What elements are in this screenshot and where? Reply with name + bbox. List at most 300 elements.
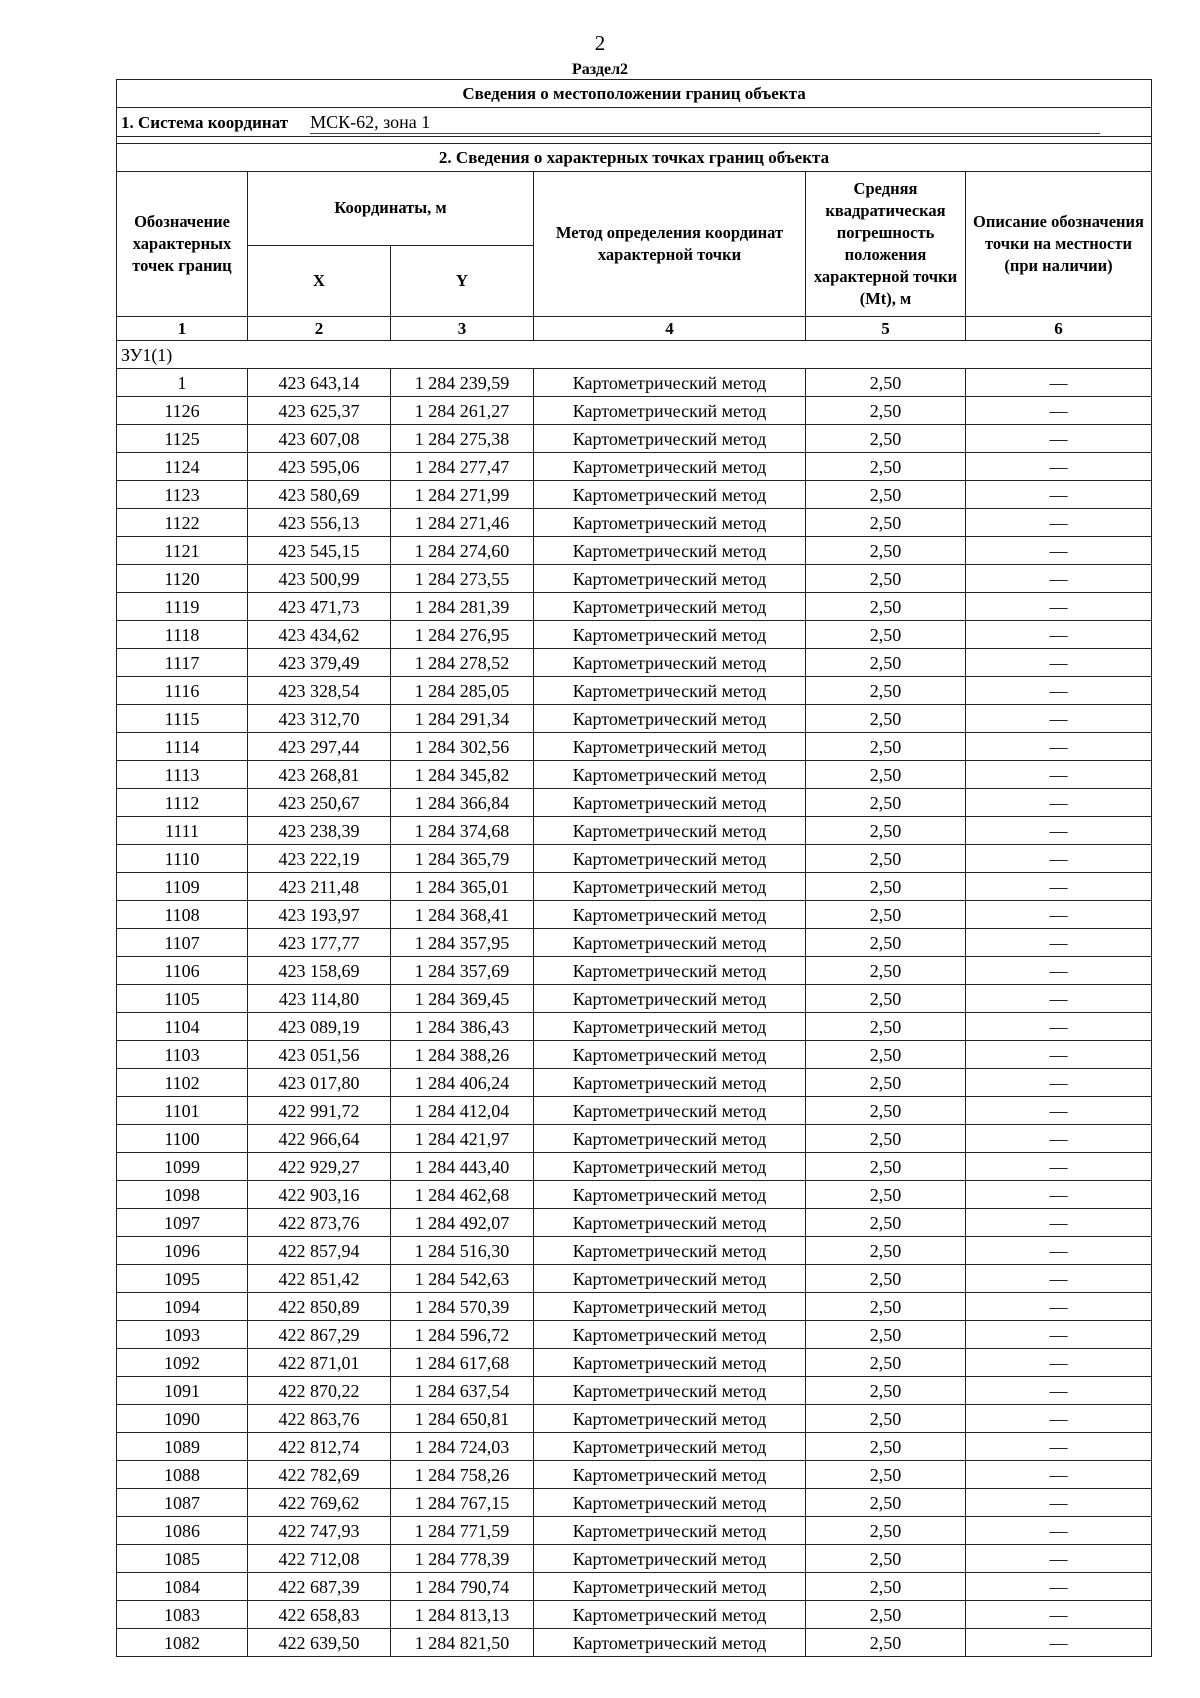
- table-row: [117, 1181, 1152, 1209]
- method: Картометрический метод: [534, 1377, 806, 1405]
- y-coordinate: 1 284 492,07: [391, 1209, 534, 1237]
- method: Картометрический метод: [534, 1013, 806, 1041]
- mean-error: 2,50: [806, 1517, 966, 1545]
- mean-error: 2,50: [806, 1153, 966, 1181]
- y-coordinate: 1 284 570,39: [391, 1293, 534, 1321]
- point-id: 1: [117, 369, 248, 397]
- point-description: —: [966, 957, 1152, 985]
- point-id: 1104: [117, 1013, 248, 1041]
- table-row: [117, 621, 1152, 649]
- x-coordinate: 423 379,49: [248, 649, 391, 677]
- mean-error: 2,50: [806, 1377, 966, 1405]
- mean-error: 2,50: [806, 1629, 966, 1657]
- method: Картометрический метод: [534, 677, 806, 705]
- point-id: 1090: [117, 1405, 248, 1433]
- x-coordinate: 423 643,14: [248, 369, 391, 397]
- method: Картометрический метод: [534, 1461, 806, 1489]
- y-coordinate: 1 284 302,56: [391, 733, 534, 761]
- x-coordinate: 423 193,97: [248, 901, 391, 929]
- x-coordinate: 423 268,81: [248, 761, 391, 789]
- x-coordinate: 423 471,73: [248, 593, 391, 621]
- y-coordinate: 1 284 291,34: [391, 705, 534, 733]
- point-id: 1084: [117, 1573, 248, 1601]
- table-row: [117, 1153, 1152, 1181]
- y-coordinate: 1 284 758,26: [391, 1461, 534, 1489]
- method: Картометрический метод: [534, 1573, 806, 1601]
- table-row: [117, 733, 1152, 761]
- method: Картометрический метод: [534, 1041, 806, 1069]
- y-coordinate: 1 284 357,95: [391, 929, 534, 957]
- y-coordinate: 1 284 276,95: [391, 621, 534, 649]
- table-row: [117, 677, 1152, 705]
- point-description: —: [966, 929, 1152, 957]
- mean-error: 2,50: [806, 1209, 966, 1237]
- method: Картометрический метод: [534, 1405, 806, 1433]
- header-method: Метод определения координат характерной точки: [534, 172, 806, 317]
- y-coordinate: 1 284 274,60: [391, 537, 534, 565]
- point-id: 1123: [117, 481, 248, 509]
- table-row: [117, 1069, 1152, 1097]
- point-description: —: [966, 1181, 1152, 1209]
- method: Картометрический метод: [534, 1069, 806, 1097]
- mean-error: 2,50: [806, 1041, 966, 1069]
- point-id: 1086: [117, 1517, 248, 1545]
- y-coordinate: 1 284 365,79: [391, 845, 534, 873]
- y-coordinate: 1 284 275,38: [391, 425, 534, 453]
- method: Картометрический метод: [534, 1097, 806, 1125]
- point-id: 1089: [117, 1433, 248, 1461]
- method: Картометрический метод: [534, 369, 806, 397]
- x-coordinate: 423 545,15: [248, 537, 391, 565]
- group-label: ЗУ1(1): [117, 341, 1152, 369]
- point-description: —: [966, 1517, 1152, 1545]
- point-id: 1107: [117, 929, 248, 957]
- method: Картометрический метод: [534, 537, 806, 565]
- point-description: —: [966, 817, 1152, 845]
- method: Картометрический метод: [534, 1293, 806, 1321]
- x-coordinate: 423 297,44: [248, 733, 391, 761]
- method: Картометрический метод: [534, 1629, 806, 1657]
- x-coordinate: 422 782,69: [248, 1461, 391, 1489]
- column-number: 1: [117, 317, 248, 341]
- x-coordinate: 422 991,72: [248, 1097, 391, 1125]
- table-row: [117, 1265, 1152, 1293]
- point-id: 1124: [117, 453, 248, 481]
- table-row: [117, 985, 1152, 1013]
- header-y: Y: [391, 245, 534, 317]
- point-id: 1109: [117, 873, 248, 901]
- point-description: —: [966, 1405, 1152, 1433]
- y-coordinate: 1 284 443,40: [391, 1153, 534, 1181]
- column-number: 5: [806, 317, 966, 341]
- y-coordinate: 1 284 650,81: [391, 1405, 534, 1433]
- y-coordinate: 1 284 412,04: [391, 1097, 534, 1125]
- mean-error: 2,50: [806, 1265, 966, 1293]
- point-id: 1083: [117, 1601, 248, 1629]
- column-number: 3: [391, 317, 534, 341]
- x-coordinate: 423 250,67: [248, 789, 391, 817]
- point-description: —: [966, 649, 1152, 677]
- point-description: —: [966, 1349, 1152, 1377]
- method: Картометрический метод: [534, 1265, 806, 1293]
- method: Картометрический метод: [534, 397, 806, 425]
- x-coordinate: 423 580,69: [248, 481, 391, 509]
- point-id: 1118: [117, 621, 248, 649]
- y-coordinate: 1 284 261,27: [391, 397, 534, 425]
- x-coordinate: 422 863,76: [248, 1405, 391, 1433]
- column-numbers-row: [117, 317, 1152, 341]
- method: Картометрический метод: [534, 1349, 806, 1377]
- mean-error: 2,50: [806, 901, 966, 929]
- x-coordinate: 423 089,19: [248, 1013, 391, 1041]
- x-coordinate: 423 500,99: [248, 565, 391, 593]
- y-coordinate: 1 284 366,84: [391, 789, 534, 817]
- point-description: —: [966, 1153, 1152, 1181]
- y-coordinate: 1 284 596,72: [391, 1321, 534, 1349]
- point-description: —: [966, 1601, 1152, 1629]
- mean-error: 2,50: [806, 1237, 966, 1265]
- method: Картометрический метод: [534, 593, 806, 621]
- mean-error: 2,50: [806, 369, 966, 397]
- point-description: —: [966, 453, 1152, 481]
- point-id: 1113: [117, 761, 248, 789]
- point-description: —: [966, 1069, 1152, 1097]
- point-id: 1094: [117, 1293, 248, 1321]
- mean-error: 2,50: [806, 1293, 966, 1321]
- mean-error: 2,50: [806, 565, 966, 593]
- mean-error: 2,50: [806, 985, 966, 1013]
- x-coordinate: 423 607,08: [248, 425, 391, 453]
- mean-error: 2,50: [806, 761, 966, 789]
- point-description: —: [966, 845, 1152, 873]
- point-id: 1115: [117, 705, 248, 733]
- table-row: [117, 1545, 1152, 1573]
- x-coordinate: 423 051,56: [248, 1041, 391, 1069]
- x-coordinate: 422 769,62: [248, 1489, 391, 1517]
- point-id: 1108: [117, 901, 248, 929]
- y-coordinate: 1 284 386,43: [391, 1013, 534, 1041]
- table-row: [117, 1349, 1152, 1377]
- method: Картометрический метод: [534, 1237, 806, 1265]
- section-title: Раздел2: [571, 61, 629, 78]
- point-id: 1110: [117, 845, 248, 873]
- x-coordinate: 423 158,69: [248, 957, 391, 985]
- y-coordinate: 1 284 516,30: [391, 1237, 534, 1265]
- x-coordinate: 423 556,13: [248, 509, 391, 537]
- y-coordinate: 1 284 813,13: [391, 1601, 534, 1629]
- point-id: 1117: [117, 649, 248, 677]
- point-description: —: [966, 789, 1152, 817]
- point-description: —: [966, 1097, 1152, 1125]
- method: Картометрический метод: [534, 1321, 806, 1349]
- x-coordinate: 422 639,50: [248, 1629, 391, 1657]
- y-coordinate: 1 284 617,68: [391, 1349, 534, 1377]
- x-coordinate: 423 238,39: [248, 817, 391, 845]
- point-id: 1105: [117, 985, 248, 1013]
- point-description: —: [966, 761, 1152, 789]
- mean-error: 2,50: [806, 1545, 966, 1573]
- table-row: [117, 1125, 1152, 1153]
- mean-error: 2,50: [806, 845, 966, 873]
- table-row: [117, 397, 1152, 425]
- table-row: [117, 1601, 1152, 1629]
- x-coordinate: 422 873,76: [248, 1209, 391, 1237]
- coordinate-system-value: МСК-62, зона 1: [310, 111, 1100, 134]
- x-coordinate: 422 747,93: [248, 1517, 391, 1545]
- mean-error: 2,50: [806, 1433, 966, 1461]
- y-coordinate: 1 284 271,46: [391, 509, 534, 537]
- y-coordinate: 1 284 778,39: [391, 1545, 534, 1573]
- method: Картометрический метод: [534, 1601, 806, 1629]
- mean-error: 2,50: [806, 453, 966, 481]
- table-row: [117, 1209, 1152, 1237]
- table-row: [117, 1573, 1152, 1601]
- point-description: —: [966, 1209, 1152, 1237]
- point-description: —: [966, 1489, 1152, 1517]
- point-id: 1122: [117, 509, 248, 537]
- table-row: [117, 929, 1152, 957]
- mean-error: 2,50: [806, 1405, 966, 1433]
- table-row: [117, 1629, 1152, 1657]
- point-description: —: [966, 537, 1152, 565]
- table-title-row: [117, 80, 1152, 108]
- x-coordinate: 422 812,74: [248, 1433, 391, 1461]
- point-description: —: [966, 1433, 1152, 1461]
- table-row: [117, 1013, 1152, 1041]
- table-row: [117, 1489, 1152, 1517]
- header-point-designation: Обозначение характерных точек границ: [117, 172, 248, 317]
- mean-error: 2,50: [806, 1097, 966, 1125]
- table-row: [117, 705, 1152, 733]
- point-id: 1125: [117, 425, 248, 453]
- method: Картометрический метод: [534, 649, 806, 677]
- page-number: 2: [594, 31, 606, 55]
- column-number: 2: [248, 317, 391, 341]
- point-id: 1095: [117, 1265, 248, 1293]
- point-id: 1101: [117, 1097, 248, 1125]
- point-id: 1082: [117, 1629, 248, 1657]
- method: Картометрический метод: [534, 481, 806, 509]
- point-id: 1099: [117, 1153, 248, 1181]
- point-id: 1097: [117, 1209, 248, 1237]
- table-title: Сведения о местоположении границ объекта: [117, 80, 1152, 108]
- y-coordinate: 1 284 345,82: [391, 761, 534, 789]
- mean-error: 2,50: [806, 537, 966, 565]
- point-description: —: [966, 1461, 1152, 1489]
- point-id: 1088: [117, 1461, 248, 1489]
- table-row: [117, 901, 1152, 929]
- method: Картометрический метод: [534, 845, 806, 873]
- point-description: —: [966, 1545, 1152, 1573]
- column-number: 4: [534, 317, 806, 341]
- point-description: —: [966, 369, 1152, 397]
- method: Картометрический метод: [534, 789, 806, 817]
- point-description: —: [966, 1293, 1152, 1321]
- table-row: [117, 789, 1152, 817]
- coordinate-system-label: 1. Система координат: [121, 112, 289, 132]
- point-description: —: [966, 1125, 1152, 1153]
- point-id: 1096: [117, 1237, 248, 1265]
- group-row: [117, 341, 1152, 369]
- point-id: 1114: [117, 733, 248, 761]
- x-coordinate: 423 595,06: [248, 453, 391, 481]
- y-coordinate: 1 284 388,26: [391, 1041, 534, 1069]
- x-coordinate: 422 903,16: [248, 1181, 391, 1209]
- mean-error: 2,50: [806, 789, 966, 817]
- x-coordinate: 423 222,19: [248, 845, 391, 873]
- x-coordinate: 422 871,01: [248, 1349, 391, 1377]
- x-coordinate: 422 851,42: [248, 1265, 391, 1293]
- method: Картометрический метод: [534, 985, 806, 1013]
- table-row: [117, 369, 1152, 397]
- point-description: —: [966, 901, 1152, 929]
- point-description: —: [966, 509, 1152, 537]
- mean-error: 2,50: [806, 733, 966, 761]
- point-id: 1085: [117, 1545, 248, 1573]
- y-coordinate: 1 284 542,63: [391, 1265, 534, 1293]
- y-coordinate: 1 284 357,69: [391, 957, 534, 985]
- y-coordinate: 1 284 724,03: [391, 1433, 534, 1461]
- y-coordinate: 1 284 277,47: [391, 453, 534, 481]
- method: Картометрический метод: [534, 761, 806, 789]
- y-coordinate: 1 284 406,24: [391, 1069, 534, 1097]
- point-id: 1103: [117, 1041, 248, 1069]
- y-coordinate: 1 284 767,15: [391, 1489, 534, 1517]
- mean-error: 2,50: [806, 957, 966, 985]
- y-coordinate: 1 284 278,52: [391, 649, 534, 677]
- y-coordinate: 1 284 273,55: [391, 565, 534, 593]
- point-description: —: [966, 1265, 1152, 1293]
- point-description: —: [966, 1041, 1152, 1069]
- mean-error: 2,50: [806, 1461, 966, 1489]
- point-description: —: [966, 1321, 1152, 1349]
- y-coordinate: 1 284 285,05: [391, 677, 534, 705]
- x-coordinate: 422 658,83: [248, 1601, 391, 1629]
- y-coordinate: 1 284 790,74: [391, 1573, 534, 1601]
- y-coordinate: 1 284 771,59: [391, 1517, 534, 1545]
- point-id: 1100: [117, 1125, 248, 1153]
- x-coordinate: 423 114,80: [248, 985, 391, 1013]
- method: Картометрический метод: [534, 929, 806, 957]
- table-row: [117, 1321, 1152, 1349]
- table-row: [117, 1405, 1152, 1433]
- point-id: 1098: [117, 1181, 248, 1209]
- table-row: [117, 481, 1152, 509]
- method: Картометрический метод: [534, 1489, 806, 1517]
- point-description: —: [966, 733, 1152, 761]
- y-coordinate: 1 284 365,01: [391, 873, 534, 901]
- table-row: [117, 425, 1152, 453]
- point-description: —: [966, 705, 1152, 733]
- x-coordinate: 423 017,80: [248, 1069, 391, 1097]
- table-row: [117, 1433, 1152, 1461]
- table-row: [117, 761, 1152, 789]
- mean-error: 2,50: [806, 1349, 966, 1377]
- mean-error: 2,50: [806, 1321, 966, 1349]
- table-row: [117, 1237, 1152, 1265]
- mean-error: 2,50: [806, 1489, 966, 1517]
- x-coordinate: 422 712,08: [248, 1545, 391, 1573]
- method: Картометрический метод: [534, 1125, 806, 1153]
- point-description: —: [966, 1629, 1152, 1657]
- method: Картометрический метод: [534, 1433, 806, 1461]
- point-description: —: [966, 565, 1152, 593]
- column-number: 6: [966, 317, 1152, 341]
- mean-error: 2,50: [806, 1573, 966, 1601]
- boundary-points-table: [116, 79, 1152, 1657]
- point-id: 1102: [117, 1069, 248, 1097]
- x-coordinate: 423 211,48: [248, 873, 391, 901]
- mean-error: 2,50: [806, 649, 966, 677]
- mean-error: 2,50: [806, 705, 966, 733]
- y-coordinate: 1 284 281,39: [391, 593, 534, 621]
- mean-error: 2,50: [806, 509, 966, 537]
- point-description: —: [966, 621, 1152, 649]
- x-coordinate: 422 857,94: [248, 1237, 391, 1265]
- method: Картометрический метод: [534, 1545, 806, 1573]
- method: Картометрический метод: [534, 621, 806, 649]
- x-coordinate: 422 966,64: [248, 1125, 391, 1153]
- mean-error: 2,50: [806, 621, 966, 649]
- y-coordinate: 1 284 369,45: [391, 985, 534, 1013]
- table-row: [117, 957, 1152, 985]
- points-title-row: [117, 144, 1152, 172]
- point-id: 1091: [117, 1377, 248, 1405]
- mean-error: 2,50: [806, 677, 966, 705]
- x-coordinate: 423 434,62: [248, 621, 391, 649]
- point-description: —: [966, 1237, 1152, 1265]
- spacer-row: [117, 137, 1152, 144]
- coordinate-system-row: [117, 108, 1152, 137]
- method: Картометрический метод: [534, 957, 806, 985]
- mean-error: 2,50: [806, 1181, 966, 1209]
- point-description: —: [966, 397, 1152, 425]
- x-coordinate: 422 687,39: [248, 1573, 391, 1601]
- table-row: [117, 593, 1152, 621]
- point-description: —: [966, 593, 1152, 621]
- y-coordinate: 1 284 368,41: [391, 901, 534, 929]
- point-id: 1116: [117, 677, 248, 705]
- y-coordinate: 1 284 462,68: [391, 1181, 534, 1209]
- point-id: 1106: [117, 957, 248, 985]
- table-row: [117, 817, 1152, 845]
- point-description: —: [966, 985, 1152, 1013]
- x-coordinate: 423 312,70: [248, 705, 391, 733]
- point-id: 1112: [117, 789, 248, 817]
- point-id: 1119: [117, 593, 248, 621]
- table-row: [117, 1293, 1152, 1321]
- method: Картометрический метод: [534, 817, 806, 845]
- y-coordinate: 1 284 637,54: [391, 1377, 534, 1405]
- x-coordinate: 422 929,27: [248, 1153, 391, 1181]
- method: Картометрический метод: [534, 1153, 806, 1181]
- point-id: 1120: [117, 565, 248, 593]
- y-coordinate: 1 284 271,99: [391, 481, 534, 509]
- mean-error: 2,50: [806, 929, 966, 957]
- point-id: 1121: [117, 537, 248, 565]
- table-row: [117, 845, 1152, 873]
- mean-error: 2,50: [806, 1125, 966, 1153]
- method: Картометрический метод: [534, 705, 806, 733]
- table-row: [117, 453, 1152, 481]
- y-coordinate: 1 284 421,97: [391, 1125, 534, 1153]
- point-description: —: [966, 677, 1152, 705]
- table-row: [117, 1041, 1152, 1069]
- method: Картометрический метод: [534, 1181, 806, 1209]
- x-coordinate: 423 177,77: [248, 929, 391, 957]
- mean-error: 2,50: [806, 593, 966, 621]
- point-id: 1092: [117, 1349, 248, 1377]
